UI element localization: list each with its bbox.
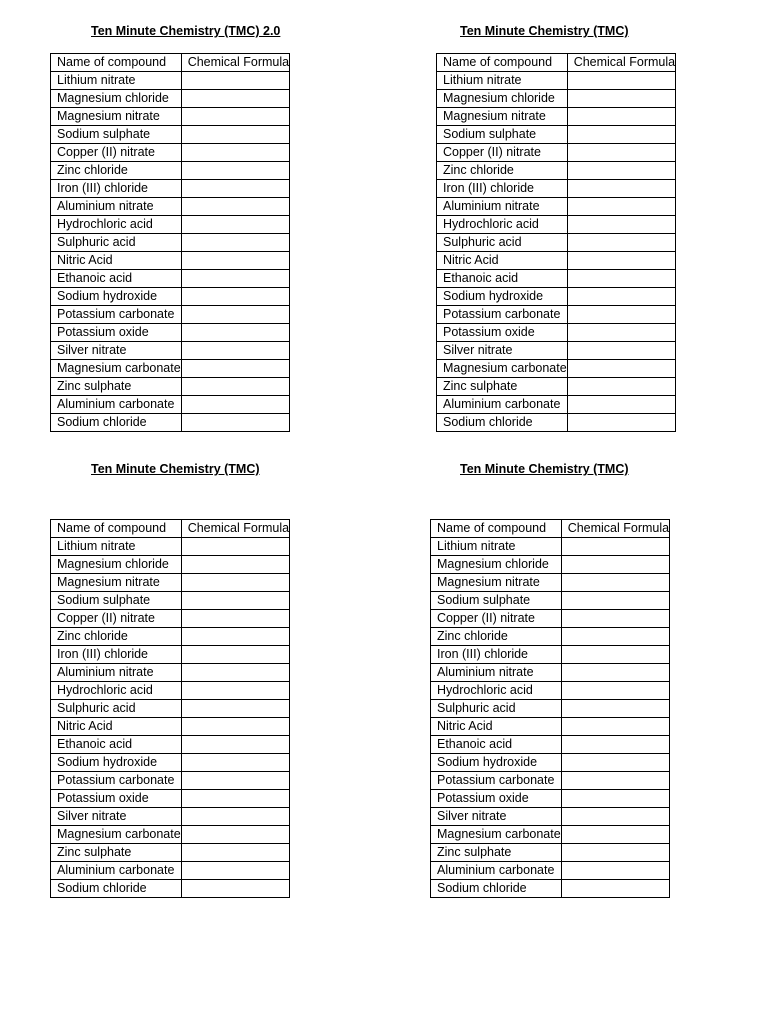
table-row <box>437 198 676 216</box>
compound-name-cell: Zinc chloride <box>431 628 562 646</box>
compound-name-cell: Potassium carbonate <box>51 772 182 790</box>
compound-name-cell: Copper (II) nitrate <box>437 144 568 162</box>
compound-name-cell: Aluminium nitrate <box>51 664 182 682</box>
compound-table <box>50 519 290 898</box>
chemical-formula-cell[interactable] <box>181 718 289 736</box>
table-row <box>51 646 290 664</box>
compound-name-cell: Potassium carbonate <box>431 772 562 790</box>
compound-name-cell: Sulphuric acid <box>51 700 182 718</box>
compound-name-cell: Magnesium chloride <box>51 556 182 574</box>
table-row <box>431 646 670 664</box>
table-header-row <box>51 520 290 538</box>
table-row <box>51 880 290 898</box>
chemical-formula-cell[interactable] <box>181 198 289 216</box>
chemical-formula-cell[interactable] <box>181 144 289 162</box>
table-row <box>437 414 676 432</box>
compound-name-cell: Sodium sulphate <box>431 592 562 610</box>
compound-name-cell: Iron (III) chloride <box>431 646 562 664</box>
table-row <box>431 862 670 880</box>
table-row <box>51 180 290 198</box>
compound-name-cell: Sodium hydroxide <box>437 288 568 306</box>
chemical-formula-cell[interactable] <box>561 592 669 610</box>
chemical-formula-cell[interactable] <box>181 682 289 700</box>
table-row <box>51 378 290 396</box>
compound-name-cell: Sodium hydroxide <box>431 754 562 772</box>
compound-name-cell: Nitric Acid <box>437 252 568 270</box>
table-row <box>437 162 676 180</box>
table-row <box>431 736 670 754</box>
chemical-formula-cell[interactable] <box>567 378 675 396</box>
table-row <box>51 772 290 790</box>
table-row <box>51 610 290 628</box>
compound-name-cell: Potassium carbonate <box>51 306 182 324</box>
chemical-formula-cell[interactable] <box>181 90 289 108</box>
chemical-formula-cell[interactable] <box>181 414 289 432</box>
chemical-formula-cell[interactable] <box>567 216 675 234</box>
chemical-formula-cell[interactable] <box>181 754 289 772</box>
worksheet-title: Ten Minute Chemistry (TMC) <box>91 462 260 476</box>
compound-name-cell: Ethanoic acid <box>431 736 562 754</box>
compound-name-cell: Copper (II) nitrate <box>431 610 562 628</box>
chemical-formula-cell[interactable] <box>567 252 675 270</box>
header-chemical-formula: Chemical Formula <box>567 54 675 72</box>
table-row <box>431 880 670 898</box>
header-name-of-compound: Name of compound <box>51 520 182 538</box>
compound-name-cell: Magnesium chloride <box>431 556 562 574</box>
compound-name-cell: Nitric Acid <box>51 718 182 736</box>
chemical-formula-cell[interactable] <box>181 216 289 234</box>
compound-name-cell: Sulphuric acid <box>51 234 182 252</box>
chemical-formula-cell[interactable] <box>181 574 289 592</box>
chemical-formula-cell[interactable] <box>181 180 289 198</box>
chemical-formula-cell[interactable] <box>181 880 289 898</box>
table-row <box>51 736 290 754</box>
table-row <box>437 108 676 126</box>
chemical-formula-cell[interactable] <box>567 108 675 126</box>
header-name-of-compound: Name of compound <box>437 54 568 72</box>
chemical-formula-cell[interactable] <box>181 234 289 252</box>
table-row <box>51 682 290 700</box>
table-row <box>51 628 290 646</box>
table-row <box>51 72 290 90</box>
header-chemical-formula: Chemical Formula <box>561 520 669 538</box>
table-row <box>51 808 290 826</box>
chemical-formula-cell[interactable] <box>181 360 289 378</box>
compound-name-cell: Sodium chloride <box>437 414 568 432</box>
compound-table <box>50 53 290 432</box>
table-row <box>51 306 290 324</box>
compound-name-cell: Lithium nitrate <box>437 72 568 90</box>
chemical-formula-cell[interactable] <box>181 862 289 880</box>
table-row <box>437 144 676 162</box>
table-row <box>51 324 290 342</box>
compound-name-cell: Silver nitrate <box>431 808 562 826</box>
worksheet-title: Ten Minute Chemistry (TMC) <box>460 462 629 476</box>
table-row <box>51 288 290 306</box>
compound-name-cell: Aluminium carbonate <box>51 862 182 880</box>
table-row <box>437 252 676 270</box>
table-row <box>51 216 290 234</box>
table-row <box>51 90 290 108</box>
chemical-formula-cell[interactable] <box>181 162 289 180</box>
compound-name-cell: Sodium sulphate <box>437 126 568 144</box>
chemical-formula-cell[interactable] <box>567 198 675 216</box>
table-row <box>51 538 290 556</box>
compound-name-cell: Potassium oxide <box>437 324 568 342</box>
chemical-formula-cell[interactable] <box>561 610 669 628</box>
chemical-formula-cell[interactable] <box>181 646 289 664</box>
compound-name-cell: Sodium sulphate <box>51 592 182 610</box>
table-row <box>437 360 676 378</box>
chemical-formula-cell[interactable] <box>181 844 289 862</box>
chemical-formula-cell[interactable] <box>561 574 669 592</box>
chemical-formula-cell[interactable] <box>181 610 289 628</box>
chemical-formula-cell[interactable] <box>567 414 675 432</box>
chemical-formula-cell[interactable] <box>561 880 669 898</box>
compound-name-cell: Potassium oxide <box>51 790 182 808</box>
chemical-formula-cell[interactable] <box>561 736 669 754</box>
chemical-formula-cell[interactable] <box>567 180 675 198</box>
compound-name-cell: Zinc sulphate <box>51 844 182 862</box>
chemical-formula-cell[interactable] <box>561 682 669 700</box>
table-row <box>51 126 290 144</box>
chemical-formula-cell[interactable] <box>181 772 289 790</box>
table-row <box>51 144 290 162</box>
header-chemical-formula: Chemical Formula <box>181 54 289 72</box>
compound-name-cell: Lithium nitrate <box>51 538 182 556</box>
table-row <box>51 396 290 414</box>
chemical-formula-cell[interactable] <box>181 252 289 270</box>
compound-name-cell: Sodium chloride <box>431 880 562 898</box>
compound-name-cell: Iron (III) chloride <box>51 180 182 198</box>
worksheet-title: Ten Minute Chemistry (TMC) 2.0 <box>91 24 281 38</box>
compound-name-cell: Lithium nitrate <box>431 538 562 556</box>
compound-name-cell: Zinc sulphate <box>51 378 182 396</box>
table-row <box>51 592 290 610</box>
compound-name-cell: Magnesium carbonate <box>51 360 182 378</box>
table-row <box>431 610 670 628</box>
compound-name-cell: Zinc sulphate <box>437 378 568 396</box>
compound-name-cell: Zinc chloride <box>437 162 568 180</box>
chemical-formula-cell[interactable] <box>561 844 669 862</box>
chemical-formula-cell[interactable] <box>567 90 675 108</box>
compound-name-cell: Magnesium nitrate <box>437 108 568 126</box>
compound-name-cell: Aluminium nitrate <box>437 198 568 216</box>
compound-name-cell: Aluminium nitrate <box>431 664 562 682</box>
chemical-formula-cell[interactable] <box>181 270 289 288</box>
chemical-formula-cell[interactable] <box>181 736 289 754</box>
chemical-formula-cell[interactable] <box>561 772 669 790</box>
compound-name-cell: Aluminium carbonate <box>51 396 182 414</box>
chemical-formula-cell[interactable] <box>181 378 289 396</box>
chemical-formula-cell[interactable] <box>561 718 669 736</box>
compound-name-cell: Sodium hydroxide <box>51 754 182 772</box>
chemical-formula-cell[interactable] <box>181 324 289 342</box>
table-row <box>431 826 670 844</box>
table-row <box>437 270 676 288</box>
compound-name-cell: Magnesium carbonate <box>437 360 568 378</box>
chemical-formula-cell[interactable] <box>561 664 669 682</box>
chemical-formula-cell[interactable] <box>567 306 675 324</box>
table-row <box>51 700 290 718</box>
chemical-formula-cell[interactable] <box>181 396 289 414</box>
header-name-of-compound: Name of compound <box>51 54 182 72</box>
compound-name-cell: Copper (II) nitrate <box>51 610 182 628</box>
chemical-formula-cell[interactable] <box>567 288 675 306</box>
chemical-formula-cell[interactable] <box>561 754 669 772</box>
compound-name-cell: Ethanoic acid <box>51 270 182 288</box>
chemical-formula-cell[interactable] <box>567 234 675 252</box>
table-row <box>437 234 676 252</box>
chemical-formula-cell[interactable] <box>181 72 289 90</box>
chemical-formula-cell[interactable] <box>567 270 675 288</box>
compound-name-cell: Potassium oxide <box>431 790 562 808</box>
chemical-formula-cell[interactable] <box>181 808 289 826</box>
table-row <box>437 396 676 414</box>
compound-name-cell: Aluminium nitrate <box>51 198 182 216</box>
chemical-formula-cell[interactable] <box>561 628 669 646</box>
compound-name-cell: Silver nitrate <box>51 342 182 360</box>
table-row <box>431 772 670 790</box>
table-row <box>437 288 676 306</box>
compound-name-cell: Silver nitrate <box>51 808 182 826</box>
chemical-formula-cell[interactable] <box>567 396 675 414</box>
table-row <box>51 252 290 270</box>
chemical-formula-cell[interactable] <box>561 862 669 880</box>
chemical-formula-cell[interactable] <box>561 646 669 664</box>
table-row <box>437 324 676 342</box>
chemical-formula-cell[interactable] <box>181 538 289 556</box>
chemical-formula-cell[interactable] <box>561 538 669 556</box>
compound-name-cell: Sodium hydroxide <box>51 288 182 306</box>
table-row <box>51 198 290 216</box>
chemical-formula-cell[interactable] <box>567 126 675 144</box>
compound-name-cell: Sulphuric acid <box>437 234 568 252</box>
chemical-formula-cell[interactable] <box>567 72 675 90</box>
table-row <box>437 126 676 144</box>
compound-name-cell: Nitric Acid <box>51 252 182 270</box>
header-name-of-compound: Name of compound <box>431 520 562 538</box>
compound-name-cell: Potassium carbonate <box>437 306 568 324</box>
compound-name-cell: Magnesium carbonate <box>51 826 182 844</box>
table-row <box>431 700 670 718</box>
compound-name-cell: Sulphuric acid <box>431 700 562 718</box>
chemical-formula-cell[interactable] <box>181 790 289 808</box>
compound-name-cell: Hydrochloric acid <box>437 216 568 234</box>
compound-name-cell: Silver nitrate <box>437 342 568 360</box>
table-row <box>51 862 290 880</box>
chemical-formula-cell[interactable] <box>561 808 669 826</box>
table-row <box>51 108 290 126</box>
compound-name-cell: Zinc chloride <box>51 162 182 180</box>
table-row <box>431 574 670 592</box>
compound-name-cell: Ethanoic acid <box>437 270 568 288</box>
chemical-formula-cell[interactable] <box>561 790 669 808</box>
chemical-formula-cell[interactable] <box>181 664 289 682</box>
compound-name-cell: Sodium sulphate <box>51 126 182 144</box>
compound-table <box>436 53 676 432</box>
chemical-formula-cell[interactable] <box>181 556 289 574</box>
table-row <box>431 790 670 808</box>
compound-name-cell: Hydrochloric acid <box>51 216 182 234</box>
chemical-formula-cell[interactable] <box>181 126 289 144</box>
table-row <box>437 72 676 90</box>
compound-name-cell: Magnesium chloride <box>437 90 568 108</box>
compound-name-cell: Aluminium carbonate <box>431 862 562 880</box>
compound-name-cell: Magnesium carbonate <box>431 826 562 844</box>
table-row <box>431 592 670 610</box>
table-row <box>437 342 676 360</box>
table-row <box>51 718 290 736</box>
chemical-formula-cell[interactable] <box>181 288 289 306</box>
compound-name-cell: Magnesium nitrate <box>431 574 562 592</box>
table-row <box>51 342 290 360</box>
worksheet-title: Ten Minute Chemistry (TMC) <box>460 24 629 38</box>
table-row <box>51 360 290 378</box>
table-row <box>51 790 290 808</box>
table-row <box>431 808 670 826</box>
table-header-row <box>51 54 290 72</box>
compound-name-cell: Magnesium chloride <box>51 90 182 108</box>
table-row <box>51 234 290 252</box>
chemical-formula-cell[interactable] <box>181 592 289 610</box>
table-row <box>437 180 676 198</box>
table-row <box>431 682 670 700</box>
compound-name-cell: Ethanoic acid <box>51 736 182 754</box>
table-row <box>437 378 676 396</box>
compound-name-cell: Sodium chloride <box>51 414 182 432</box>
table-row <box>51 844 290 862</box>
chemical-formula-cell[interactable] <box>561 700 669 718</box>
table-row <box>431 718 670 736</box>
table-row <box>431 754 670 772</box>
compound-name-cell: Nitric Acid <box>431 718 562 736</box>
table-row <box>51 270 290 288</box>
table-row <box>51 556 290 574</box>
header-chemical-formula: Chemical Formula <box>181 520 289 538</box>
chemical-formula-cell[interactable] <box>181 700 289 718</box>
compound-name-cell: Magnesium nitrate <box>51 574 182 592</box>
table-row <box>431 844 670 862</box>
table-row <box>51 664 290 682</box>
compound-name-cell: Zinc sulphate <box>431 844 562 862</box>
table-row <box>51 754 290 772</box>
table-row <box>437 306 676 324</box>
compound-name-cell: Magnesium nitrate <box>51 108 182 126</box>
chemical-formula-cell[interactable] <box>567 144 675 162</box>
table-row <box>431 628 670 646</box>
chemical-formula-cell[interactable] <box>181 826 289 844</box>
compound-name-cell: Iron (III) chloride <box>51 646 182 664</box>
table-header-row <box>437 54 676 72</box>
table-row <box>51 826 290 844</box>
chemical-formula-cell[interactable] <box>567 342 675 360</box>
table-row <box>437 90 676 108</box>
table-row <box>437 216 676 234</box>
compound-name-cell: Zinc chloride <box>51 628 182 646</box>
table-row <box>431 556 670 574</box>
compound-name-cell: Aluminium carbonate <box>437 396 568 414</box>
compound-name-cell: Iron (III) chloride <box>437 180 568 198</box>
chemical-formula-cell[interactable] <box>181 342 289 360</box>
chemical-formula-cell[interactable] <box>561 556 669 574</box>
compound-table <box>430 519 670 898</box>
table-row <box>431 538 670 556</box>
table-header-row <box>431 520 670 538</box>
table-row <box>431 664 670 682</box>
compound-name-cell: Potassium oxide <box>51 324 182 342</box>
chemical-formula-cell[interactable] <box>181 306 289 324</box>
table-row <box>51 574 290 592</box>
chemical-formula-cell[interactable] <box>567 360 675 378</box>
chemical-formula-cell[interactable] <box>567 162 675 180</box>
chemical-formula-cell[interactable] <box>567 324 675 342</box>
chemical-formula-cell[interactable] <box>181 628 289 646</box>
compound-name-cell: Lithium nitrate <box>51 72 182 90</box>
chemical-formula-cell[interactable] <box>561 826 669 844</box>
table-row <box>51 414 290 432</box>
compound-name-cell: Copper (II) nitrate <box>51 144 182 162</box>
table-row <box>51 162 290 180</box>
chemical-formula-cell[interactable] <box>181 108 289 126</box>
compound-name-cell: Sodium chloride <box>51 880 182 898</box>
compound-name-cell: Hydrochloric acid <box>431 682 562 700</box>
compound-name-cell: Hydrochloric acid <box>51 682 182 700</box>
